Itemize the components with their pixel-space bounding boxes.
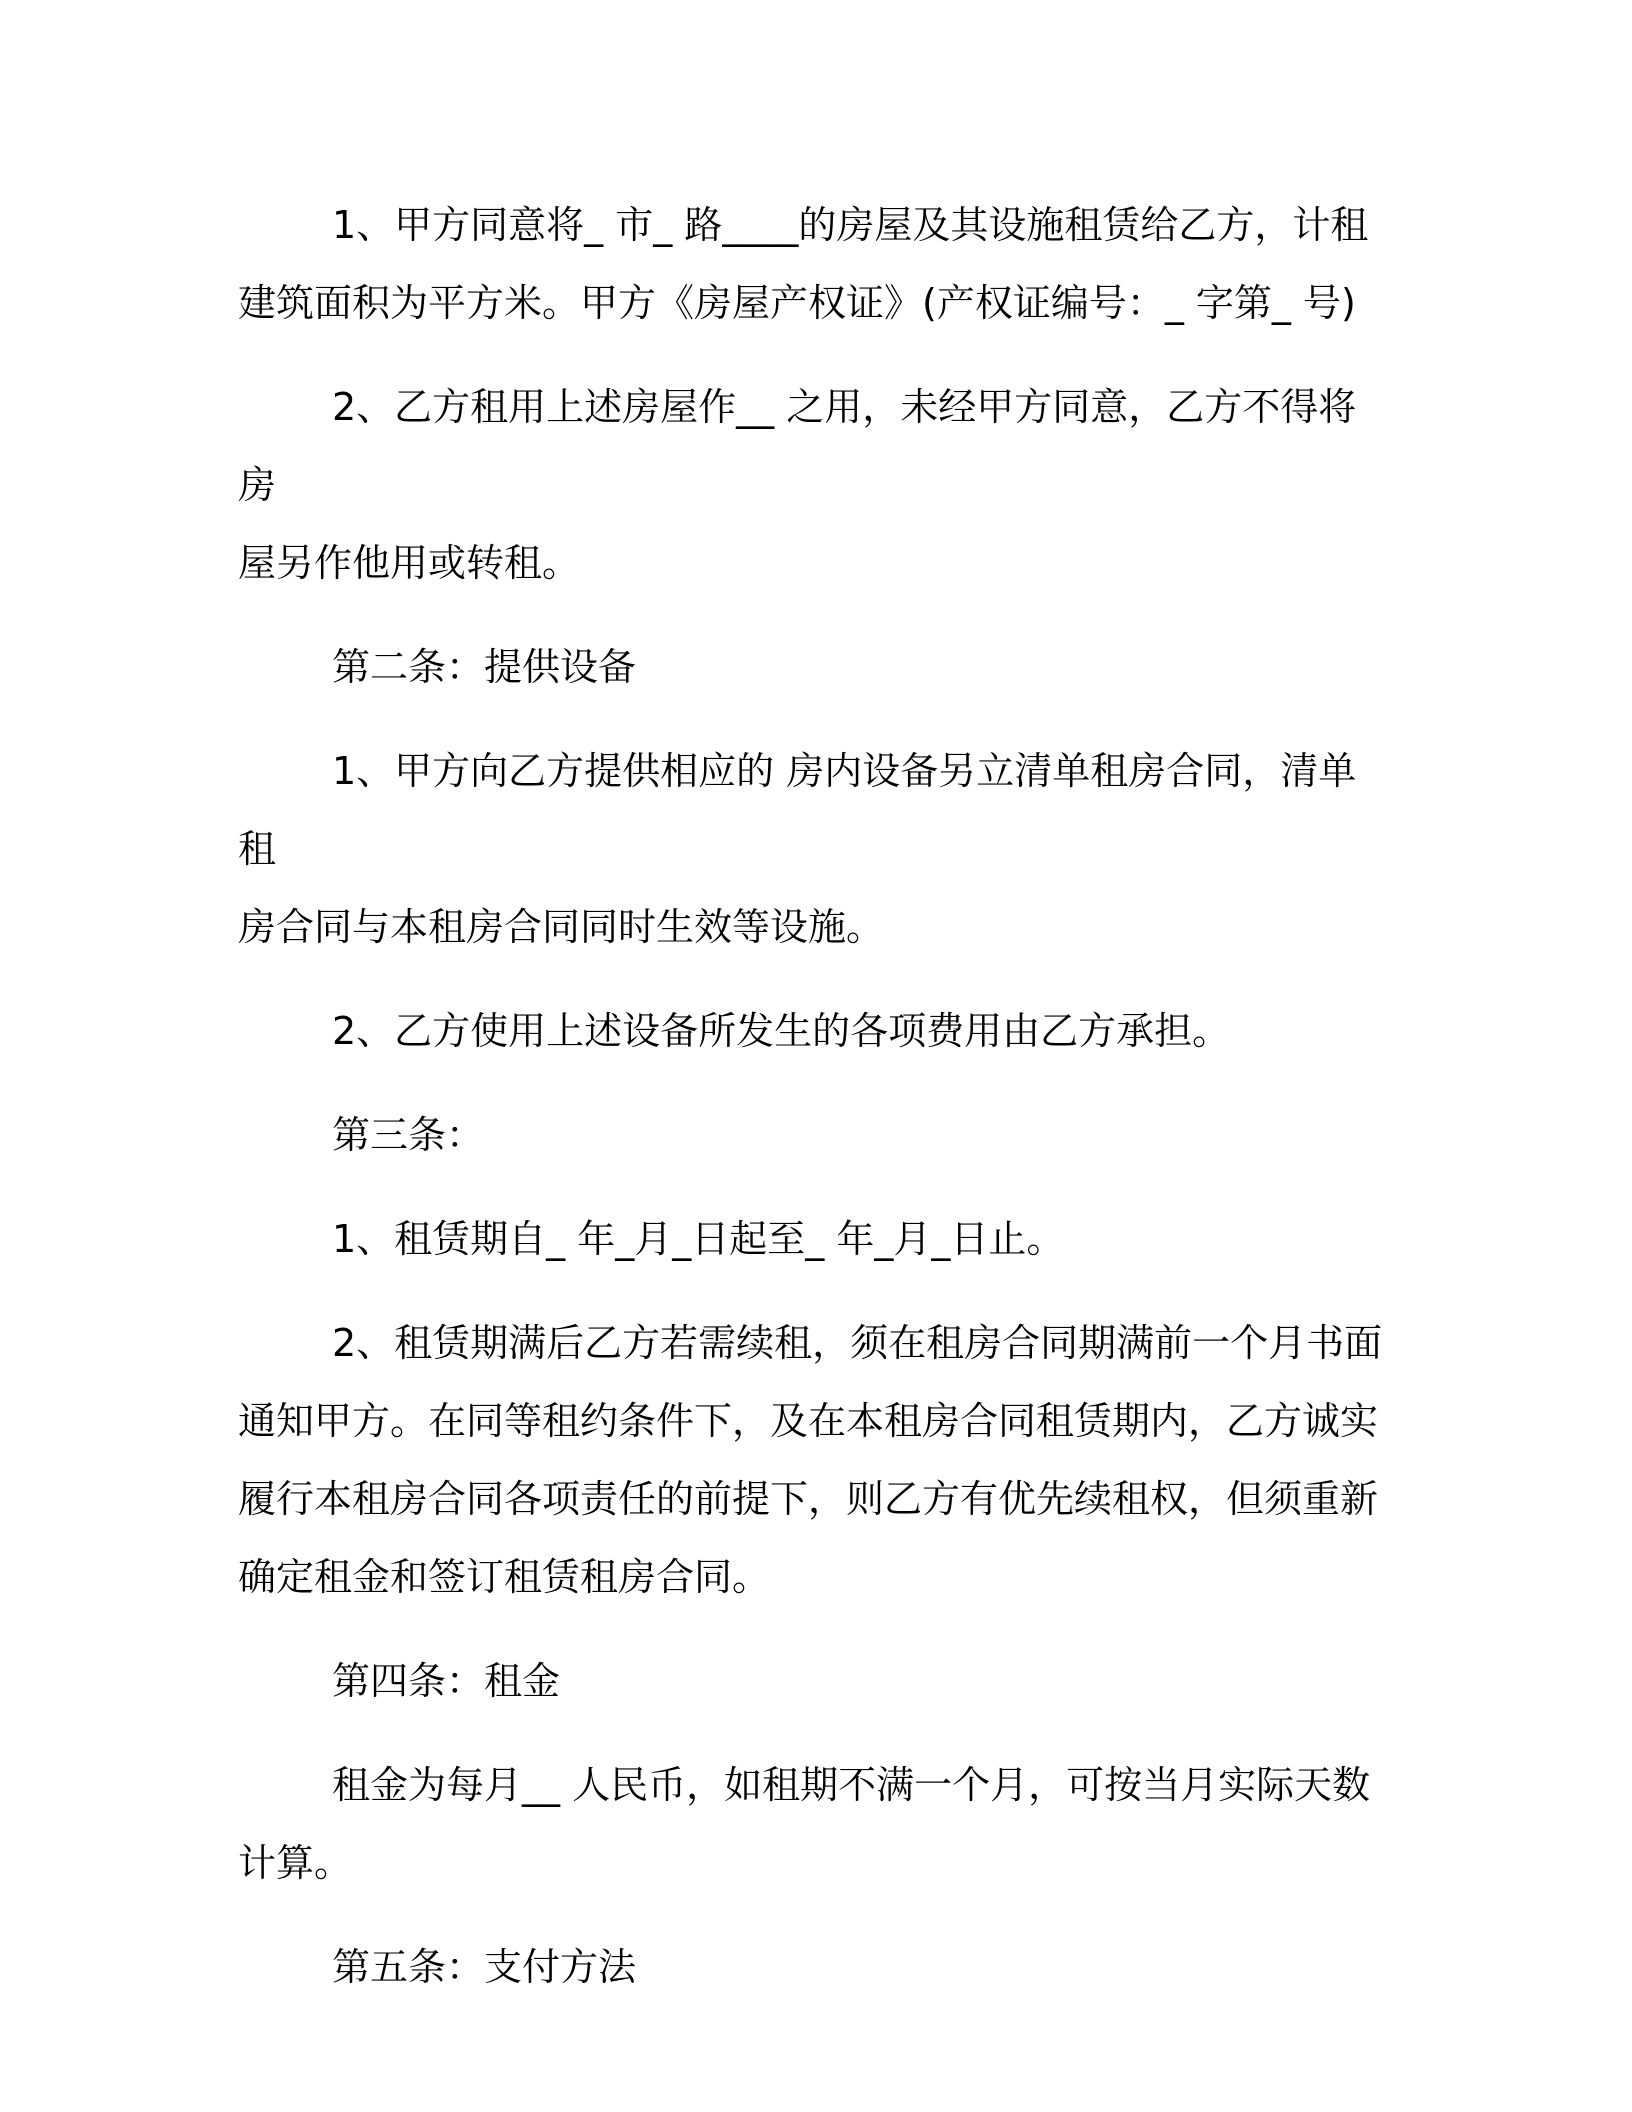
section-heading-5 (238, 1928, 1388, 2006)
clause-2-item-2 (238, 992, 1388, 1070)
text-line: 履行本租房合同各项责任的前提下，则乙方有优先续租权，但须重新 (238, 1477, 1379, 1521)
text-line: 计算。 (238, 1841, 353, 1885)
text-line: 通知甲方。在同等租约条件下，及在本租房合同租赁期内，乙方诚实 (238, 1399, 1379, 1443)
clause-1-item-2 (238, 368, 1388, 602)
clause-3-item-1 (238, 1200, 1388, 1278)
document-page (238, 186, 1388, 2032)
heading-text: 第五条：支付方法 (332, 1945, 637, 1989)
heading-text: 第四条：租金 (332, 1659, 561, 1703)
section-heading-4 (238, 1642, 1388, 1720)
text-line: 屋另作他用或转租。 (238, 541, 581, 585)
text-line: 建筑面积为平方米。甲方《房屋产权证》(产权证编号：_ 字第_ 号) (238, 281, 1356, 325)
text-line: 1、租赁期自_ 年_月_日起至_ 年_月_日止。 (332, 1217, 1065, 1261)
heading-text: 第二条：提供设备 (332, 645, 637, 689)
text-line: 1、甲方向乙方提供相应的 房内设备另立清单租房合同，清单租 (238, 749, 1357, 871)
clause-1-item-1 (238, 186, 1388, 342)
text-line: 1、甲方同意将_ 市_ 路____的房屋及其设施租赁给乙方，计租 (332, 203, 1369, 247)
heading-text: 第三条： (332, 1113, 485, 1157)
section-heading-2 (238, 628, 1388, 706)
clause-4-body (238, 1746, 1388, 1902)
text-line: 2、租赁期满后乙方若需续租，须在租房合同期满前一个月书面 (332, 1321, 1383, 1365)
clause-2-item-1 (238, 732, 1388, 966)
section-heading-3 (238, 1096, 1388, 1174)
text-line: 2、乙方租用上述房屋作__ 之用，未经甲方同意，乙方不得将房 (238, 385, 1357, 507)
clause-3-item-2 (238, 1304, 1388, 1616)
text-line: 确定租金和签订租赁租房合同。 (238, 1555, 771, 1599)
text-line: 租金为每月__ 人民币，如租期不满一个月，可按当月实际天数 (332, 1763, 1371, 1807)
text-line: 房合同与本租房合同同时生效等设施。 (238, 905, 885, 949)
text-line: 2、乙方使用上述设备所发生的各项费用由乙方承担。 (332, 1009, 1231, 1053)
